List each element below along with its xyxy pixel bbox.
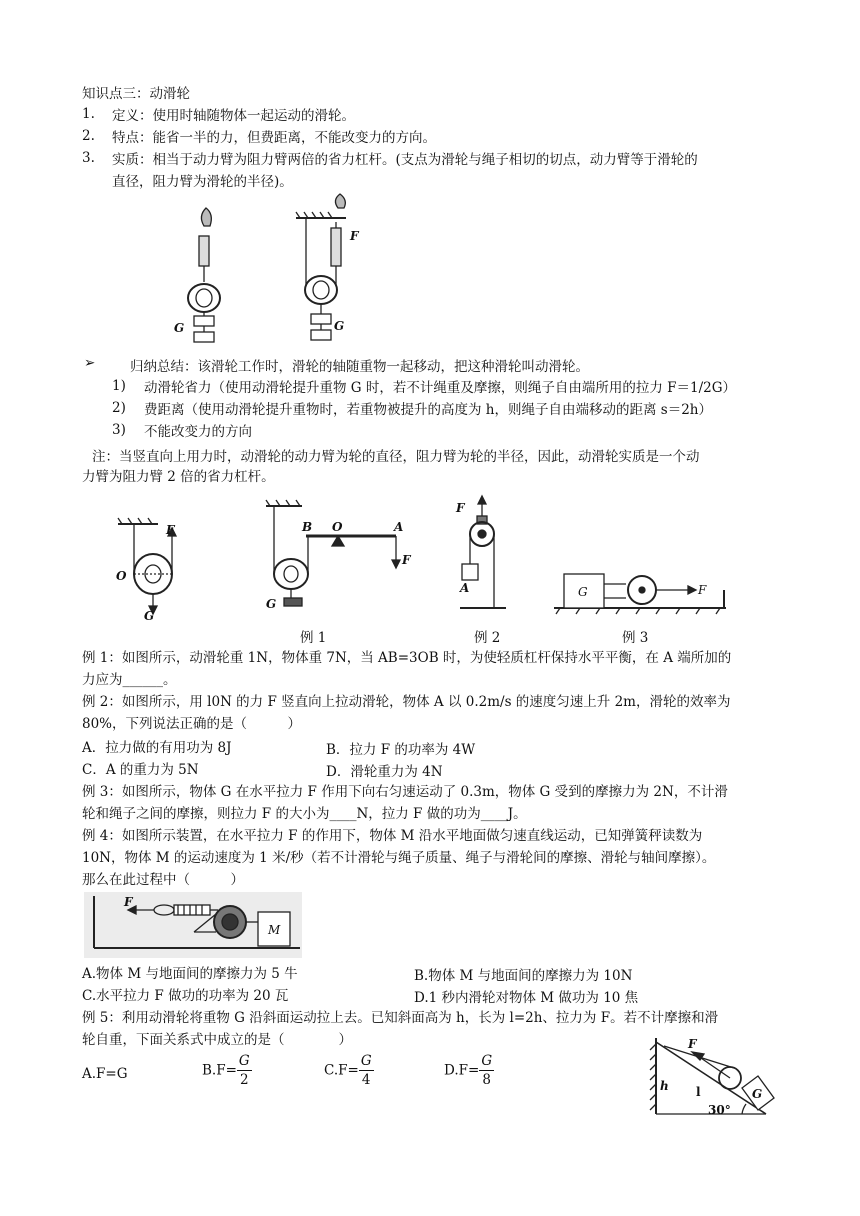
example-4-question: 例 4：如图所示装置，在水平拉力 F 的作用下，物体 M 沿水平地面做匀速直线运动，已知弹簧秤读数为 bbox=[82, 828, 703, 844]
force-f-label: F bbox=[166, 523, 175, 537]
example-1-caption: 例 1 bbox=[300, 630, 327, 646]
fraction-denominator: 8 bbox=[482, 1072, 491, 1088]
ex5-l-label: l bbox=[696, 1085, 701, 1099]
ex5-f-label: F bbox=[688, 1037, 697, 1051]
ex3-g-label: G bbox=[578, 585, 588, 599]
ex1-g-label: G bbox=[266, 597, 277, 611]
example-5-option-c bbox=[324, 1052, 374, 1089]
example-5-question: 例 5：利用动滑轮将重物 G 沿斜面运动拉上去。已知斜面高为 h，长为 l=2h、拉力为 F。若不计摩擦和滑 bbox=[82, 1010, 719, 1026]
item-number: 1. bbox=[82, 106, 95, 122]
fraction-numerator: G bbox=[481, 1053, 493, 1069]
ex3-f-label: F bbox=[698, 583, 707, 597]
right-f-label: F bbox=[350, 229, 359, 243]
example-5-option-b bbox=[202, 1052, 252, 1089]
ex4-m-label: M bbox=[268, 923, 281, 937]
example-3-question-cont: 轮和绳子之间的摩擦，则拉力 F 的大小为____N，拉力 F 做的功为____J。 bbox=[82, 806, 527, 822]
example-2-option-c: C．A 的重力为 5N bbox=[82, 762, 199, 778]
example-1-question-cont: 力应为______。 bbox=[82, 672, 177, 688]
example-5-option-a: A.F=G bbox=[82, 1066, 128, 1082]
example-4-option-d: D.1 秒内滑轮对物体 M 做功为 10 焦 bbox=[414, 990, 639, 1006]
ex5-angle-label: 30° bbox=[708, 1103, 731, 1117]
ex2-f-label: F bbox=[456, 501, 465, 515]
left-g-label: G bbox=[174, 321, 185, 335]
option-c-fraction bbox=[359, 1052, 374, 1089]
ex1-o-label: O bbox=[332, 520, 343, 534]
example-5-option-d bbox=[444, 1052, 494, 1089]
essence-text: 实质：相当于动力臂为阻力臂两倍的省力杠杆。(支点为滑轮与绳子相切的切点，动力臂等于滑轮的 bbox=[112, 152, 698, 168]
example-2-caption: 例 2 bbox=[474, 630, 501, 646]
fraction-denominator: 4 bbox=[361, 1072, 371, 1088]
item-number: 2. bbox=[82, 128, 95, 144]
example-3-figure bbox=[550, 560, 730, 618]
point-text: 费距离（使用动滑轮提升重物时，若重物被提升的高度为 h，则绳子自由端移动的距离 s＝2h） bbox=[144, 402, 712, 418]
example-4-option-c: C.水平拉力 F 做功的功率为 20 瓦 bbox=[82, 988, 289, 1004]
example-3-question: 例 3：如图所示，物体 G 在水平拉力 F 作用下向右匀速运动了 0.3m，物体 G 受到的摩擦力为 2N，不计滑 bbox=[82, 784, 728, 800]
example-3-caption: 例 3 bbox=[622, 630, 649, 646]
example-2-option-d: D．滑轮重力为 4N bbox=[326, 764, 443, 780]
fraction-numerator: G bbox=[238, 1053, 250, 1069]
ex1-f-label: F bbox=[402, 553, 411, 567]
example-4-question-cont2: 那么在此过程中（ ） bbox=[82, 872, 244, 888]
example-4-question-cont: 10N，物体 M 的运动速度为 1 米/秒（若不计滑轮与绳子质量、绳子与滑轮间的摩擦、滑轮与轴间摩擦）。 bbox=[82, 850, 716, 866]
ex1-a-label: A bbox=[394, 520, 404, 534]
definition-text: 定义：使用时轴随物体一起运动的滑轮。 bbox=[112, 108, 355, 124]
example-4-option-a: A.物体 M 与地面间的摩擦力为 5 牛 bbox=[82, 966, 298, 982]
option-b-prefix: B.F= bbox=[202, 1062, 237, 1079]
essence-text-cont: 直径，阻力臂为滑轮的半径)。 bbox=[112, 174, 293, 190]
ex5-g-label: G bbox=[752, 1087, 763, 1101]
note-line-1: 注：当竖直向上用力时，动滑轮的动力臂为轮的直径，阻力臂为轮的半径，因此，动滑轮实质是一个动 bbox=[92, 449, 700, 465]
example-2-figure bbox=[450, 496, 510, 616]
point-number: 3) bbox=[112, 422, 126, 438]
option-b-fraction bbox=[237, 1052, 252, 1089]
example-4-option-b: B.物体 M 与地面间的摩擦力为 10N bbox=[414, 968, 633, 984]
example-2-option-b: B．拉力 F 的功率为 4W bbox=[326, 742, 476, 758]
fraction-numerator: G bbox=[360, 1053, 372, 1069]
left-pulley-setup bbox=[188, 208, 220, 342]
point-text: 不能改变力的方向 bbox=[144, 424, 252, 440]
option-d-prefix: D.F= bbox=[444, 1062, 480, 1079]
example-4-figure bbox=[84, 892, 302, 958]
pivot-o-label: O bbox=[116, 569, 127, 583]
example-5-question-cont: 轮自重，下面关系式中成立的是（ ） bbox=[82, 1032, 352, 1048]
option-d-fraction bbox=[479, 1052, 494, 1089]
section-title: 知识点三：动滑轮 bbox=[82, 86, 190, 102]
feature-text: 特点：能省一半的力，但费距离，不能改变力的方向。 bbox=[112, 130, 436, 146]
point-number: 1) bbox=[112, 378, 126, 394]
ex1-b-label: B bbox=[302, 520, 313, 534]
example-2-question-cont: 80%，下列说法正确的是（ ） bbox=[82, 716, 302, 732]
ex2-a-label: A bbox=[460, 581, 470, 595]
summary-text: 归纳总结：该滑轮工作时，滑轮的轴随重物一起移动，把这种滑轮叫动滑轮。 bbox=[130, 359, 589, 375]
example-1-figure bbox=[262, 498, 422, 616]
example-5-incline-figure bbox=[646, 1034, 776, 1120]
lever-equivalent-figure bbox=[110, 512, 190, 623]
item-number: 3. bbox=[82, 150, 95, 166]
point-number: 2) bbox=[112, 400, 126, 416]
summary-bullet: ➢ bbox=[84, 355, 96, 371]
ex4-f-label: F bbox=[124, 895, 133, 909]
fraction-denominator: 2 bbox=[239, 1072, 249, 1088]
example-1-question: 例 1：如图所示，动滑轮重 1N，物体重 7N，当 AB=3OB 时，为使轻质杠杆保持水平平衡，在 A 端所加的 bbox=[82, 650, 732, 666]
point-text: 动滑轮省力（使用动滑轮提升重物 G 时，若不计绳重及摩擦，则绳子自由端所用的拉力 F＝1/2G） bbox=[144, 380, 737, 396]
right-g-label: G bbox=[334, 319, 345, 333]
example-2-option-a: A．拉力做的有用功为 8J bbox=[82, 740, 232, 756]
weight-g-label: G bbox=[144, 609, 155, 623]
option-c-prefix: C.F= bbox=[324, 1062, 359, 1079]
note-line-2: 力臂为阻力臂 2 倍的省力杠杆。 bbox=[82, 469, 275, 485]
ex5-h-label: h bbox=[660, 1079, 669, 1093]
top-pulley-figure bbox=[160, 196, 370, 346]
example-2-question: 例 2：如图所示，用 l0N 的力 F 竖直向上拉动滑轮，物体 A 以 0.2m/s 的速度匀速上升 2m，滑轮的效率为 bbox=[82, 694, 731, 710]
